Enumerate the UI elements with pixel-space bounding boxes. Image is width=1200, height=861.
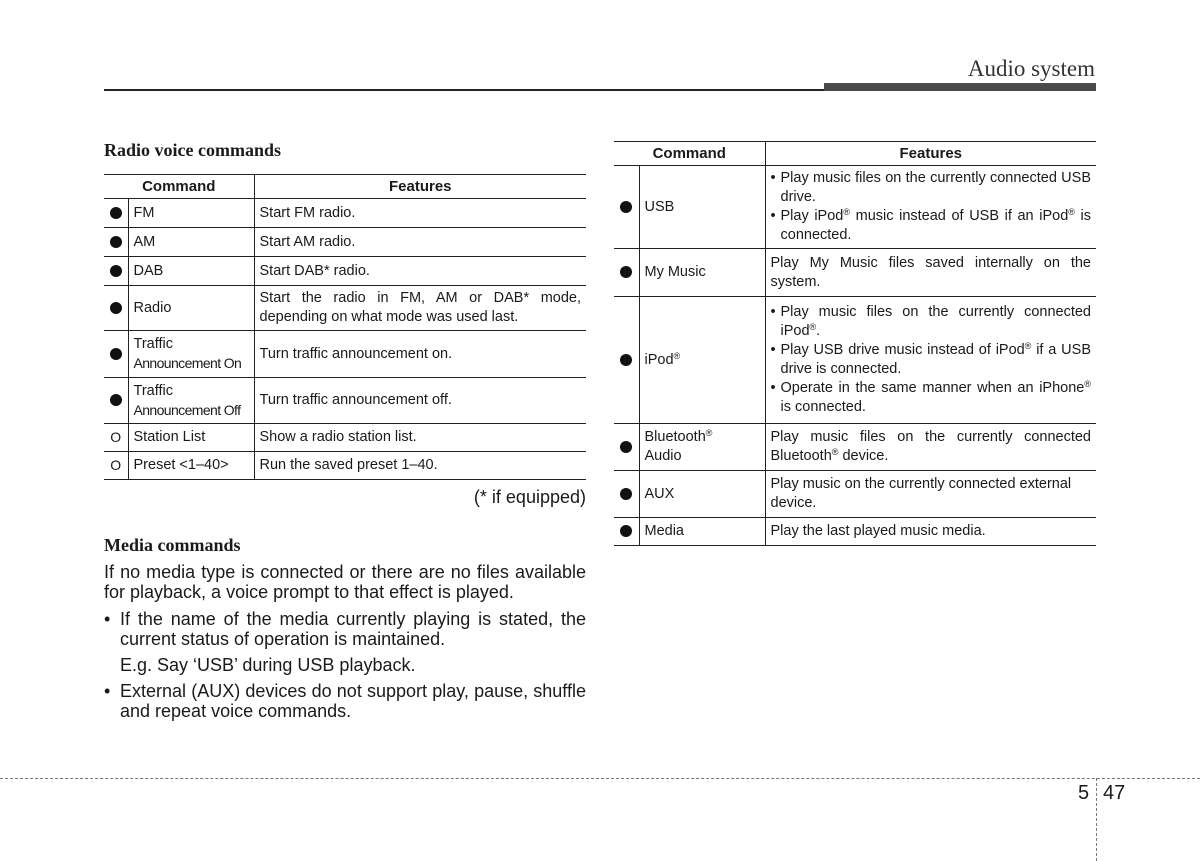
media-intro: If no media type is connected or there are no files available for playback, a voice prompt to that effect is played. xyxy=(104,562,586,602)
table-row xyxy=(104,199,586,228)
registered-mark: ® xyxy=(843,207,850,217)
command-cell: Preset <1–40> xyxy=(128,452,254,480)
list-item: • Play USB drive music instead of iPod® if a USB drive is connected. xyxy=(771,341,1092,379)
filled-dot-icon xyxy=(620,201,632,213)
filled-dot-icon xyxy=(110,265,122,277)
radio-commands-table xyxy=(104,174,586,480)
command-cell: iPod® xyxy=(639,297,765,424)
feature-list xyxy=(771,303,1092,417)
col-features: Features xyxy=(765,142,1096,166)
command-cell: Station List xyxy=(128,424,254,452)
filled-dot-icon xyxy=(620,488,632,500)
footer-divider xyxy=(1096,778,1097,861)
filled-dot-icon xyxy=(620,266,632,278)
filled-dot-icon xyxy=(620,354,632,366)
filled-dot-icon xyxy=(110,348,122,360)
feature-cell: Show a radio station list. xyxy=(254,424,586,452)
section-number: 5 xyxy=(1078,782,1090,804)
header-rule-accent xyxy=(824,83,1096,91)
feature-cell: Start AM radio. xyxy=(254,228,586,257)
registered-mark: ® xyxy=(1084,379,1091,389)
chapter-title: Audio system xyxy=(967,56,1095,81)
table-row xyxy=(104,452,586,480)
example-text: E.g. Say ‘USB’ during USB playback. xyxy=(120,655,416,675)
registered-mark: ® xyxy=(673,350,681,361)
list-item: • If the name of the media currently playing is stated, the current status of operation is maintained. xyxy=(104,609,586,649)
table-row xyxy=(614,249,1096,297)
feature-cell: Play My Music files saved internally on the system. xyxy=(765,249,1096,297)
command-cell: My Music xyxy=(639,249,765,297)
filled-dot-icon xyxy=(110,207,122,219)
footer-rule xyxy=(0,778,1200,779)
command-cell: Radio xyxy=(128,286,254,331)
table-row xyxy=(614,424,1096,471)
command-cell xyxy=(128,378,254,424)
command-line: Bluetooth® xyxy=(644,428,713,445)
table-row xyxy=(104,286,586,331)
equipped-note: (* if equipped) xyxy=(473,487,586,507)
command-line: Announcement Off xyxy=(133,401,241,418)
radio-heading: Radio voice commands xyxy=(104,140,281,160)
media-heading: Media commands xyxy=(104,535,241,555)
feature-cell: Run the saved preset 1–40. xyxy=(254,452,586,480)
command-cell: USB xyxy=(639,166,765,249)
feature-cell: Play music files on the currently connected Bluetooth® device. xyxy=(765,424,1096,471)
feature-cell: Start DAB* radio. xyxy=(254,257,586,286)
table-row xyxy=(104,228,586,257)
feature-cell: Play the last played music media. xyxy=(765,518,1096,546)
filled-dot-icon xyxy=(110,236,122,248)
command-cell: Media xyxy=(639,518,765,546)
col-features: Features xyxy=(254,175,586,199)
header-rule xyxy=(104,89,824,91)
registered-mark: ® xyxy=(831,447,839,457)
command-cell xyxy=(128,331,254,378)
command-line: Audio xyxy=(644,448,682,464)
table-row xyxy=(104,257,586,286)
table-header-row xyxy=(614,142,1096,166)
list-item: • Play music files on the currently connected iPod®. xyxy=(771,303,1092,341)
list-item: • External (AUX) devices do not support play, pause, shuffle and repeat voice commands. xyxy=(104,681,586,721)
table-row xyxy=(104,424,586,452)
command-cell: AUX xyxy=(639,471,765,518)
registered-mark: ® xyxy=(705,428,713,438)
command-cell: AM xyxy=(128,228,254,257)
command-cell xyxy=(639,424,765,471)
feature-cell: Play music on the currently connected external device. xyxy=(765,471,1096,518)
list-item: • Play iPod® music instead of USB if an iPod® is connected. xyxy=(771,207,1092,245)
registered-mark: ® xyxy=(1024,341,1032,351)
page-number: 47 xyxy=(1103,782,1126,804)
filled-dot-icon xyxy=(110,302,122,314)
feature-cell xyxy=(765,166,1096,249)
feature-cell xyxy=(765,297,1096,424)
media-bullets xyxy=(104,609,586,721)
open-circle-icon: O xyxy=(110,428,122,445)
feature-cell: Start FM radio. xyxy=(254,199,586,228)
command-line: Traffic xyxy=(133,336,173,352)
list-item: • Operate in the same manner when an iPhone® is connected. xyxy=(771,379,1092,417)
feature-cell: Turn traffic announcement off. xyxy=(254,378,586,424)
command-line: Announcement On xyxy=(133,355,242,371)
open-circle-icon: O xyxy=(110,456,122,473)
col-command: Command xyxy=(614,142,765,166)
command-cell: DAB xyxy=(128,257,254,286)
filled-dot-icon xyxy=(110,394,122,406)
list-item: • Play music files on the currently connected USB drive. xyxy=(771,169,1092,207)
filled-dot-icon xyxy=(620,525,632,537)
command-line: Traffic xyxy=(133,382,173,399)
registered-mark: ® xyxy=(1068,207,1075,217)
table-row xyxy=(104,378,586,424)
table-row xyxy=(104,331,586,378)
table-row xyxy=(614,166,1096,249)
table-row xyxy=(614,518,1096,546)
col-command: Command xyxy=(104,175,254,199)
table-header-row xyxy=(104,175,586,199)
table-row xyxy=(614,471,1096,518)
feature-cell: Start the radio in FM, AM or DAB* mode, depending on what mode was used last. xyxy=(254,286,586,331)
registered-mark: ® xyxy=(809,322,817,332)
feature-cell: Turn traffic announcement on. xyxy=(254,331,586,378)
command-cell: FM xyxy=(128,199,254,228)
feature-list xyxy=(771,169,1092,245)
table-row xyxy=(614,297,1096,424)
media-commands-table xyxy=(614,141,1096,546)
filled-dot-icon xyxy=(620,441,632,453)
